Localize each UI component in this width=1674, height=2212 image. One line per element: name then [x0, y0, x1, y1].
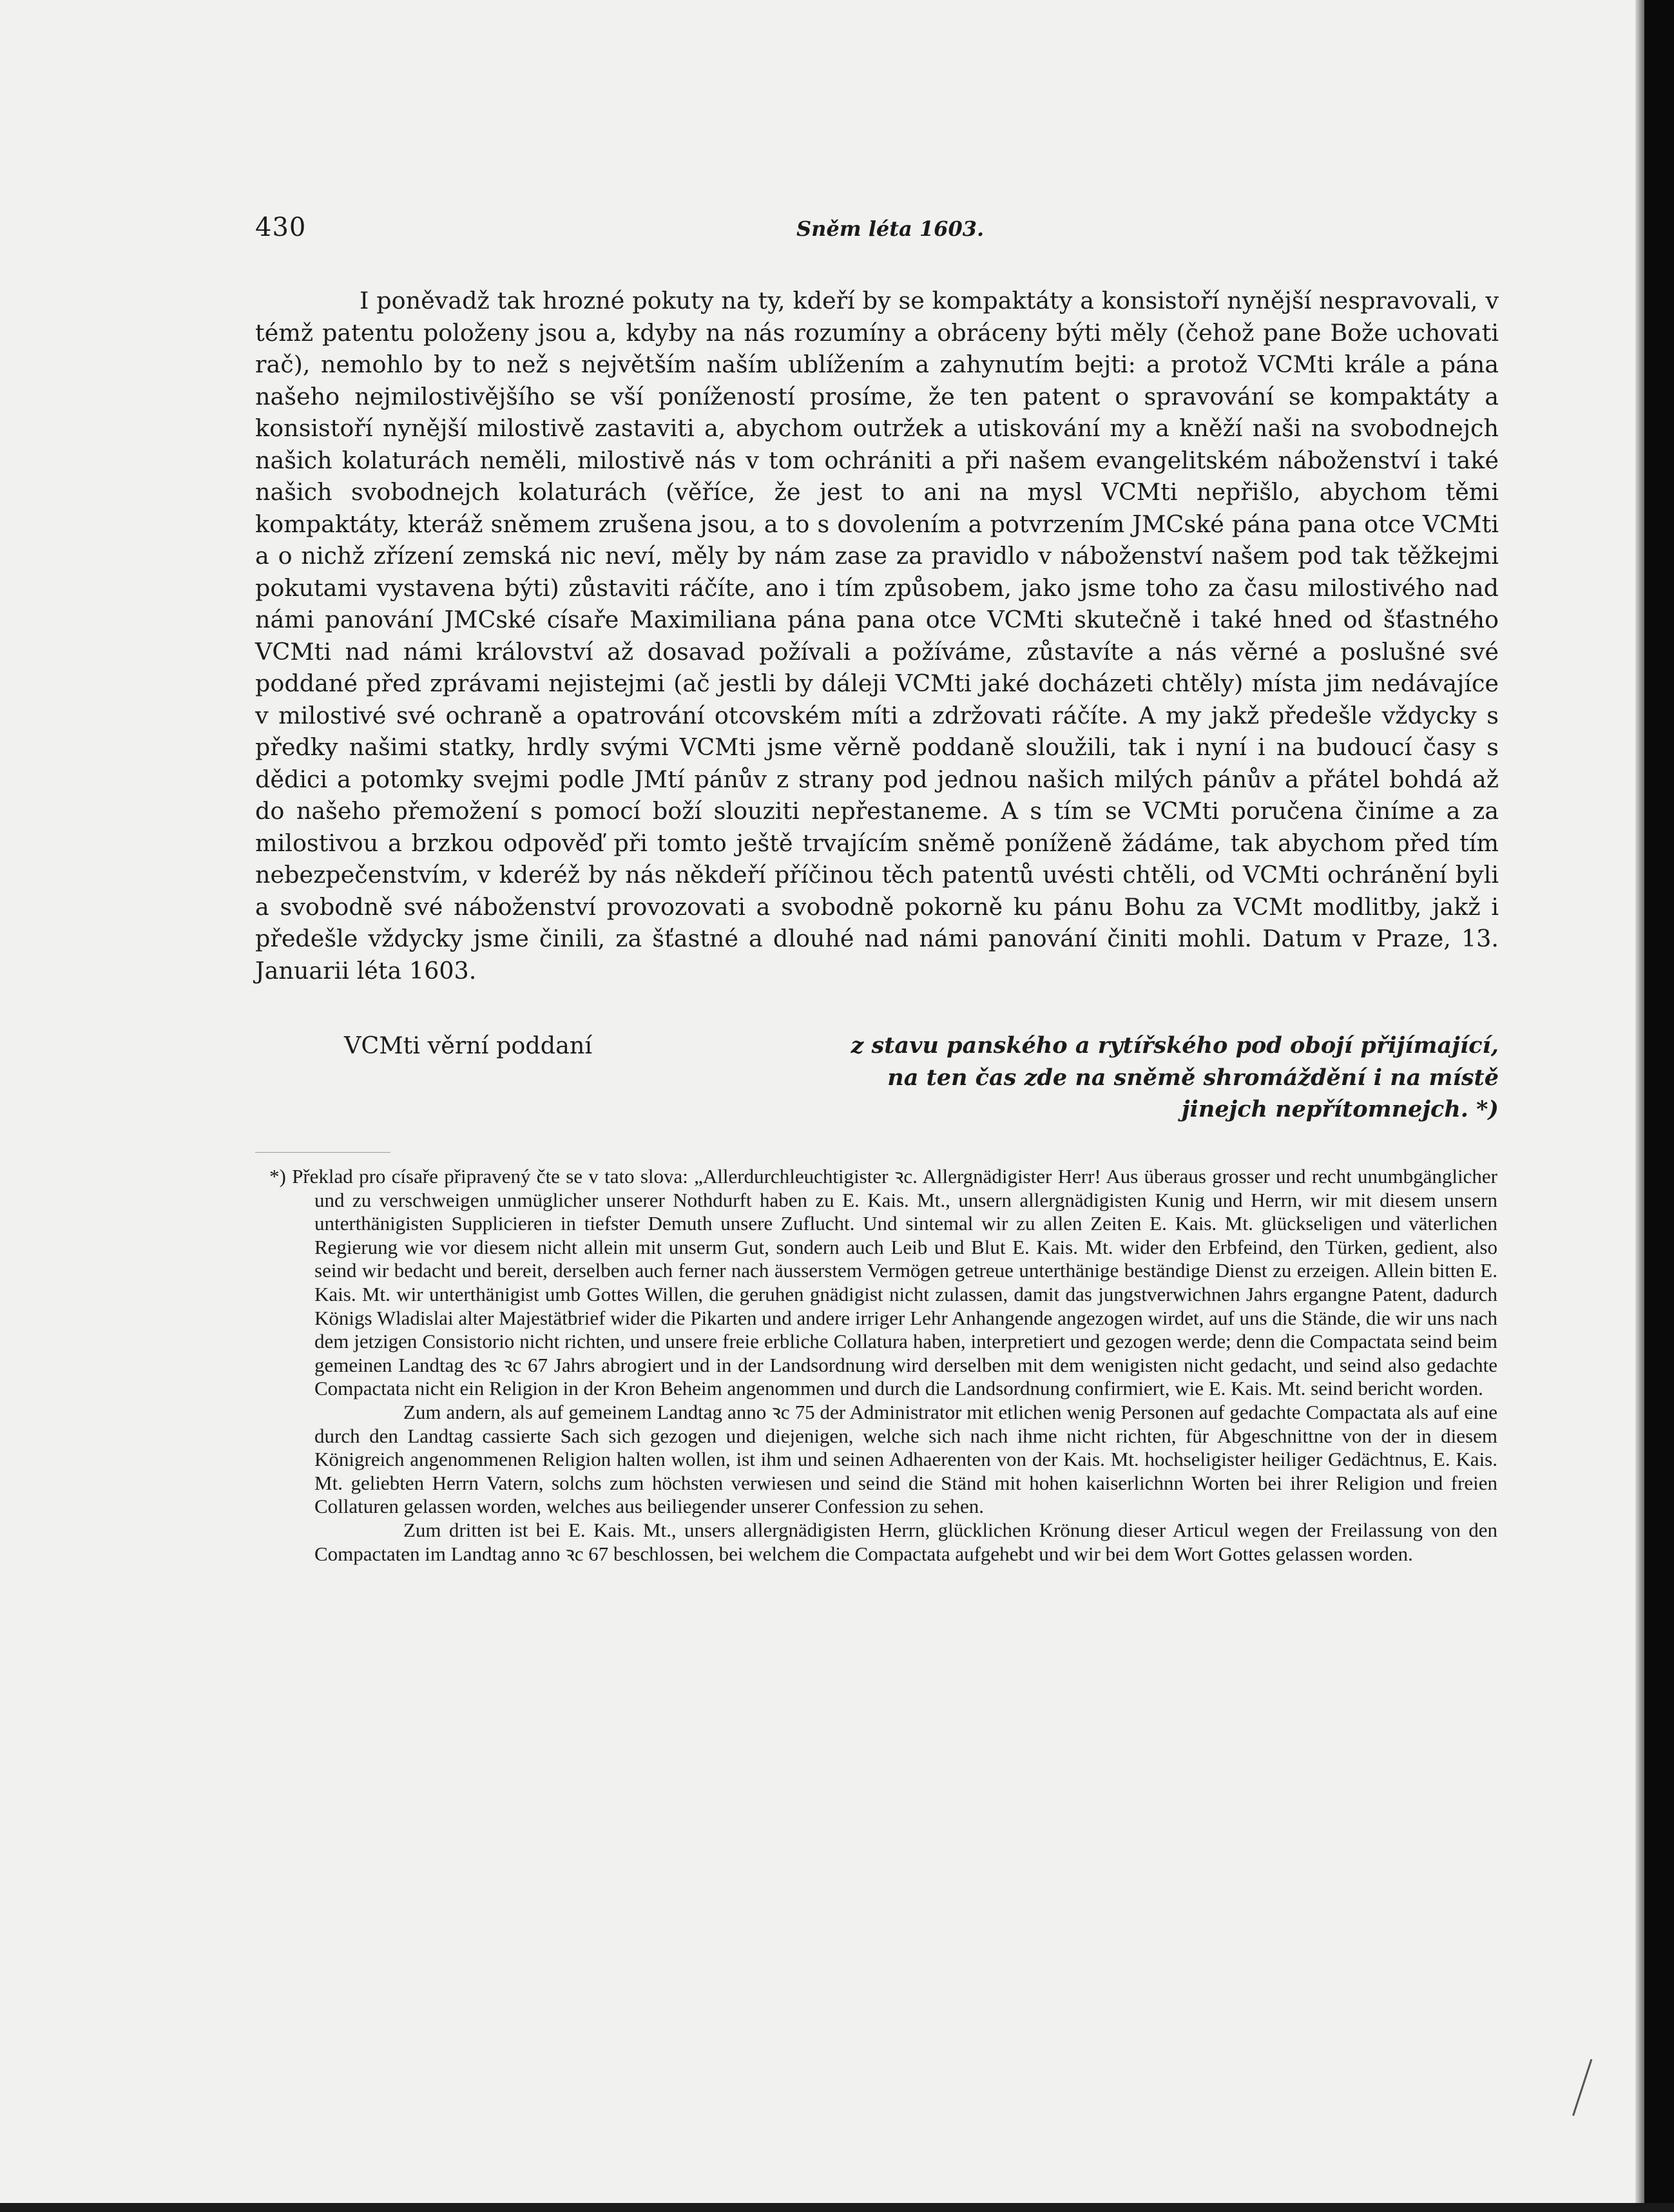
footnote-paragraph-1: *) Překlad pro císaře připravený čte se v tato slova: „Allerdurchleuchtigister ꝛc. Allergnädigister Herr! Aus überaus grosser und recht unumbgänglicher und zu verschweigen unmüglicher unserer Nothdurft haben zu E. Kais. Mt., unsern allergnädigisten Kunig und Herrn, wir mit diesem unsern unterthänigisten Supplicieren in tiefster Demuth unsere Zuflucht. Und sintemal wir zu allen Zeiten E. Kais. Mt. glückseligen und väterlichen Regierung wie vor diesem nicht allein mit unserm Gut, sondern auch Leib und Blut E. Kais. Mt. wider den Erbfeind, den Türken, gedient, also seind wir bedacht und bereit, derselben auch ferner nach äusserstem Vermögen getreue unterthänige beständige Dienst zu erzeigen. Allein bitten E. Kais. Mt. wir unterthänigist umb Gottes Willen, die geruhen gnädigist nicht zulassen, damit das jungstverwichnen Jahrs ergangne Patent, dadurch Königs Wladislai alter Majestätbrief wider die Pikarten und andere irriger Lehr Anhangende angezogen wirdet, auf uns die Stände, die wir uns nach dem jetzigen Consistorio nicht richten, und unsere freie erbliche Collatura haben, interpretiert und gezogen werde; denn die Compactata seind beim gemeinen Landtag des ꝛc 67 Jahrs abrogiert und in der Landsordnung wird derselben mit dem wenigisten nicht gedacht, und seind also gedachte Compactata nicht ein Religion in der Kron Beheim angenommen und durch die Landsordnung confirmiert, wie E. Kais. Mt. seind bericht worden.	[269, 1165, 1497, 1400]
page-number: 430	[255, 213, 307, 242]
signature-line-2: na ten čas zde na sněmě shromáždění i na místě	[887, 1064, 1499, 1091]
signature-line-1: z stavu panského a rytířského pod obojí přijímající,	[851, 1032, 1499, 1059]
signature-block	[255, 1030, 1499, 1133]
scan-stray-mark	[1572, 2059, 1597, 2118]
footnote-rule	[255, 1152, 390, 1153]
page-header	[255, 213, 1570, 251]
scan-border-bottom	[0, 2203, 1674, 2212]
footnote-paragraph-2: Zum andern, als auf gemeinem Landtag anno ꝛc 75 der Administrator mit etlichen wenig Personen auf gedachte Compactata als auf eine durch den Landtag cassierte Sach sich gezogen und diejenigen, welche sich nach ihme nicht richten, für Abgeschnittne von der in diesem Königreich angenommenen Religion halten wollen, ist ihm und seinen Adhaerenten von der Kais. Mt. hochseligister heiliger Gedächtnus, E. Kais. Mt. geliebten Herrn Vatern, solchs zum höchsten verwiesen und seind die Ständ mit hohen kaiserlichnn Worten bei ihrer Religion und freien Collaturen gelassen worden, welches aus beiliegender unserer Confession zu sehen.	[314, 1400, 1497, 1518]
footnote-block	[269, 1165, 1497, 1566]
signature-line-3: jinejch nepřítomnejch. *)	[1181, 1096, 1499, 1122]
signature-left: VCMti věrní poddaní	[344, 1032, 593, 1059]
page-edge-shadow	[1635, 0, 1644, 2212]
main-text-block	[255, 285, 1499, 986]
scan-border-right	[1644, 0, 1674, 2212]
signature-right	[851, 1030, 1499, 1126]
main-paragraph: I poněvadž tak hrozné pokuty na ty, kdeří by se kompaktáty a konsistoří nynější nespravovali, v témž patentu položeny jsou a, kdyby na nás rozumíny a obráceny býti měly (čehož pane Bože uchovati rač), nemohlo by to než s největším naším ublížením a zahynutím bejti: a protož VCMti krále a pána našeho nejmilostivějšího se vší ponížeností prosíme, že ten patent o spravování se kompaktáty a konsistoří nynější milostivě zastaviti a, abychom outržek a utiskování my a kněží naši na svobodnejch našich kolaturách neměli, milostivě nás v tom ochrániti a při našem evangelitském náboženství i také našich svobodnejch kolaturách (věříce, že jest to ani na mysl VCMti nepřišlo, abychom těmi kompaktáty, kteráž sněmem zrušena jsou, a to s dovolením a potvrzením JMCské pána pana otce VCMti a o nichž zřízení zemská nic neví, měly by nám zase za pravidlo v náboženství našem pod tak těžkejmi pokutami vystavena býti) zůstaviti ráčíte, ano i tím způsobem, jako jsme toho za času milostivého nad námi panování JMCské císaře Maximiliana pána pana otce VCMti skutečně i také hned od šťastného VCMti nad námi království až dosavad požívali a požíváme, zůstavíte a nás věrné a poslušné své poddané před zprávami nejistejmi (ač jestli by dáleji VCMti jaké docházeti chtěly) místa jim nedávajíce v milostivé své ochraně a opatrování otcovském míti a zdržovati ráčíte. A my jakž předešle vždycky s předky našimi statky, hrdly svými VCMti jsme věrně poddaně sloužili, tak i nyní i na budoucí časy s dědici a potomky svejmi podle JMtí pánův z strany pod jednou našich milých pánův a přátel bohdá až do našeho přemožení s pomocí boží slouziti nepřestaneme. A s tím se VCMti poručena činíme a za milostivou a brzkou odpověď při tomto ještě trvajícím sněmě poníženě žádáme, tak abychom před tím nebezpečenstvím, v kderéž by nás někdeří příčinou těch patentů uvésti chtěli, od VCMti ochránění byli a svobodně své náboženství provozovati a svobodně pokorně ku pánu Bohu za VCMt modlitby, jakž i předešle vždycky jsme činili, za šťastné a dlouhé nad námi panování činiti mohli. Datum v Praze, 13. Januarii léta 1603.	[255, 287, 1499, 985]
footnote-paragraph-3: Zum dritten ist bei E. Kais. Mt., unsers allergnädigisten Herrn, glücklichen Krönung dieser Articul wegen der Freilassung von den Compactaten im Landtag anno ꝛc 67 beschlossen, bei welchem die Compactata aufgehebt und wir bei dem Wort Gottes gelassen worden.	[314, 1518, 1497, 1565]
running-title: Sněm léta 1603.	[796, 216, 985, 241]
